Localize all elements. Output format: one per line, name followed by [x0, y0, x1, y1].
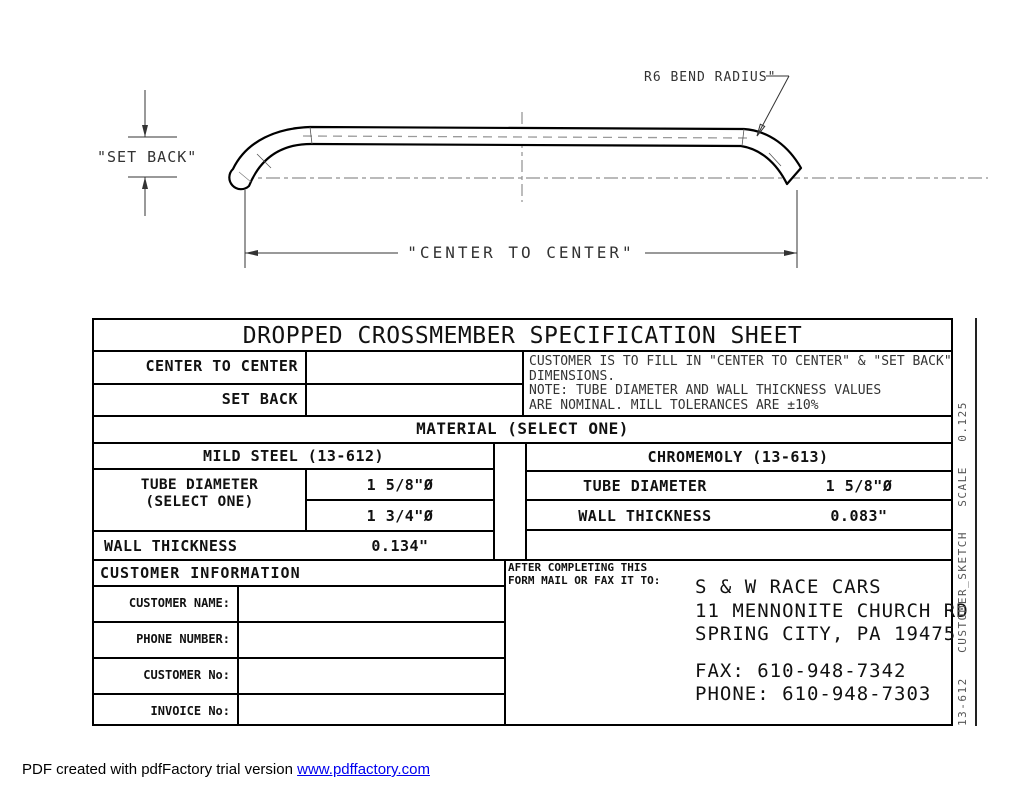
note-line: CUSTOMER IS TO FILL IN "CENTER TO CENTER" & "SET BACK"	[529, 354, 952, 369]
phone-number-label: PHONE NUMBER:	[136, 632, 230, 646]
diameter-option-2: 1 3/4"Ø	[366, 507, 434, 525]
tube-diameter-sublabel: (SELECT ONE)	[145, 494, 254, 510]
invoice-no-label: INVOICE No:	[150, 704, 230, 718]
bend-radius-label: R6 BEND RADIUS"	[644, 70, 777, 85]
address-spacer	[695, 647, 969, 660]
c2c-dim-label: "CENTER TO CENTER"	[407, 243, 635, 262]
customer-name-input-cell	[239, 587, 504, 621]
fill-in-note	[529, 354, 952, 413]
tube-diameter-label: TUBE DIAMETER	[140, 477, 259, 493]
c2c-arrow-right	[784, 250, 797, 256]
wall-thickness-label: WALL THICKNESS	[104, 537, 238, 555]
center-to-center-input-cell	[307, 352, 522, 383]
mail-to-intro-line1: AFTER COMPLETING THIS	[508, 561, 648, 574]
tube-diameter-label: TUBE DIAMETER	[583, 477, 707, 495]
phone-number: PHONE: 610-948-7303	[695, 683, 932, 705]
grid-line	[94, 442, 951, 444]
customer-info-header: CUSTOMER INFORMATION	[100, 564, 301, 582]
setback-arrow-down	[142, 125, 148, 137]
grid-line	[525, 470, 951, 472]
invoice-no-input-cell	[239, 695, 504, 724]
crossmember-drawing	[0, 0, 1024, 300]
note-line: DIMENSIONS.	[529, 368, 616, 384]
sheet-frame-edge	[975, 318, 977, 726]
setback-arrow-up	[142, 177, 148, 189]
mail-to-intro	[508, 561, 660, 587]
grid-line	[522, 350, 524, 417]
pdf-footer	[22, 761, 430, 778]
center-to-center-label: CENTER TO CENTER	[145, 357, 298, 375]
customer-no-label: CUSTOMER No:	[143, 668, 230, 682]
address-line1: 11 MENNONITE CHURCH RD	[695, 599, 969, 622]
fax-number: FAX: 610-948-7342	[695, 659, 907, 682]
wall-thickness-value: 0.083"	[830, 507, 888, 525]
pdffactory-link[interactable]: www.pdffactory.com	[297, 761, 430, 778]
c2c-arrow-left	[245, 250, 258, 256]
grid-line	[525, 529, 951, 531]
mail-to-address	[695, 576, 969, 707]
diameter-option-1: 1 5/8"Ø	[366, 476, 434, 494]
wall-thickness-value: 0.134"	[371, 537, 429, 555]
grid-line	[504, 559, 506, 724]
set-back-label: SET BACK	[221, 390, 298, 408]
grid-line	[94, 468, 493, 470]
grid-line	[525, 499, 951, 501]
phone-number-input-cell	[239, 623, 504, 657]
grid-line	[493, 442, 495, 561]
drawing-side-label: 13-612 CUSTOMER_SKETCH SCALE 0.125	[956, 401, 969, 726]
address-line2: SPRING CITY, PA 19475	[695, 623, 957, 645]
material-header: MATERIAL (SELECT ONE)	[416, 419, 629, 438]
note-line: ARE NOMINAL. MILL TOLERANCES ARE ±10%	[529, 397, 819, 413]
wall-thickness-label: WALL THICKNESS	[578, 507, 712, 525]
mild-steel-header: MILD STEEL (13-612)	[202, 447, 385, 465]
customer-no-input-cell	[239, 659, 504, 693]
note-line: NOTE: TUBE DIAMETER AND WALL THICKNESS VALUES	[529, 383, 882, 398]
customer-name-label: CUSTOMER NAME:	[128, 596, 230, 610]
grid-line	[94, 530, 493, 532]
set-back-input-cell	[307, 385, 522, 415]
sheet-title: DROPPED CROSSMEMBER SPECIFICATION SHEET	[242, 323, 803, 349]
pdf-footer-text: PDF created with pdfFactory trial version	[22, 761, 298, 778]
mail-to-intro-line2: FORM MAIL OR FAX IT TO:	[508, 574, 661, 587]
grid-line	[305, 499, 493, 501]
chromemoly-header: CHROMEMOLY (13-613)	[647, 448, 829, 466]
company-name: S & W RACE CARS	[695, 576, 882, 598]
setback-dim-label: "SET BACK"	[97, 148, 198, 166]
tube-diameter-value: 1 5/8"Ø	[825, 477, 893, 495]
